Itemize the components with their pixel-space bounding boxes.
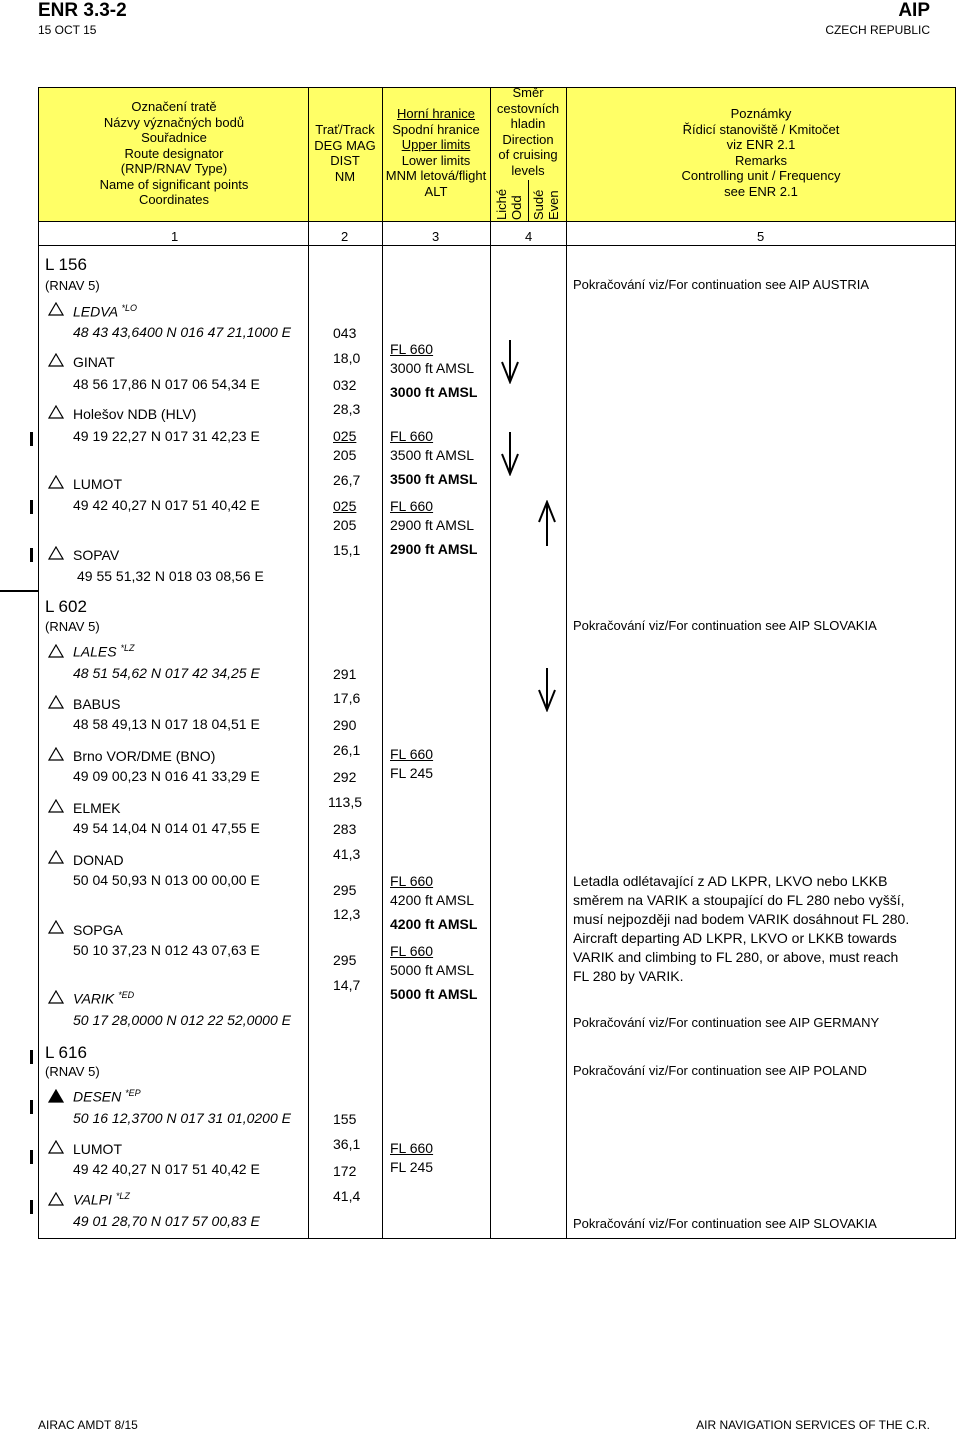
distance: 36,1 — [333, 1136, 361, 1152]
route-designator-l616: L 616 — [45, 1043, 87, 1062]
arrow-down-icon — [500, 432, 520, 476]
footer-publisher: AIR NAVIGATION SERVICES OF THE C.R. — [696, 1418, 930, 1432]
col-number-4: 4 — [525, 229, 533, 244]
distance: 17,6 — [333, 690, 361, 706]
point-coordinates: 48 51 54,62 N 017 42 34,25 E — [73, 665, 260, 681]
point-name: Brno VOR/DME (BNO) — [73, 748, 216, 764]
track: 283 — [333, 821, 357, 837]
track: 295 — [333, 952, 357, 968]
point-coordinates: 49 54 14,04 N 014 01 47,55 E — [73, 820, 260, 836]
lower-limit: FL 245 — [390, 1159, 434, 1175]
upper-limit: FL 660 — [390, 1140, 434, 1156]
lower-limit: 3000 ft AMSL — [390, 360, 475, 376]
non-compulsory-point-icon — [48, 1192, 64, 1206]
upper-limit: FL 660 — [390, 873, 434, 889]
route-remark-l616-end: Pokračování viz/For continuation see AIP SLOVAKIA — [573, 1216, 877, 1231]
point-coordinates: 48 43 43,6400 N 016 47 21,1000 E — [73, 324, 291, 340]
change-bar — [30, 1150, 33, 1164]
point-name: DESEN $^{*EP}$ — [73, 1088, 141, 1105]
route-remark-l156: Pokračování viz/For continuation see AIP AUSTRIA — [573, 277, 870, 292]
numbers-row-line — [38, 245, 956, 246]
non-compulsory-point-icon — [48, 695, 64, 709]
distance: 15,1 — [333, 542, 361, 558]
track: 290 — [333, 717, 357, 733]
point-coordinates: 49 19 22,27 N 017 31 42,23 E — [73, 428, 260, 444]
col-number-3: 3 — [432, 229, 440, 244]
upper-limit: FL 660 — [390, 341, 434, 357]
odd-label: Liché Odd — [494, 188, 524, 220]
upper-limit: FL 660 — [390, 943, 434, 959]
non-compulsory-point-icon — [48, 850, 64, 864]
even-label: Sudé Even — [531, 189, 561, 220]
track: 025 — [333, 498, 357, 514]
point-coordinates: 48 58 49,13 N 017 18 04,51 E — [73, 716, 260, 732]
col-number-2: 2 — [341, 229, 349, 244]
col-number-1: 1 — [171, 229, 179, 244]
arrow-down-icon — [500, 340, 520, 384]
non-compulsory-point-icon — [48, 799, 64, 813]
arrow-down-icon — [537, 668, 557, 712]
route-type-l156: (RNAV 5) — [45, 278, 100, 293]
point-coordinates: 50 04 50,93 N 013 00 00,00 E — [73, 872, 260, 888]
footer-amendment: AIRAC AMDT 8/15 — [38, 1418, 138, 1432]
point-coordinates: 49 55 51,32 N 018 03 08,56 E — [77, 568, 264, 584]
point-coordinates: 48 56 17,86 N 017 06 54,34 E — [73, 376, 260, 392]
distance: 28,3 — [333, 401, 361, 417]
compulsory-point-icon — [48, 1089, 64, 1103]
non-compulsory-point-icon — [48, 920, 64, 934]
track: 295 — [333, 882, 357, 898]
non-compulsory-point-icon — [48, 353, 64, 367]
non-compulsory-point-icon — [48, 990, 64, 1004]
track: 155 — [333, 1111, 357, 1127]
point-name: DONAD — [73, 852, 124, 868]
mnm-altitude: 3000 ft AMSL — [390, 384, 478, 400]
col4-header: Směr cestovních hladin Direction of cruising levels — [496, 85, 560, 178]
distance: 26,7 — [333, 472, 361, 488]
col-divider-3 — [490, 87, 491, 1239]
col3-header: Horní hranice Spodní hranice Upper limits Lower limits MNM letová/flight ALT — [385, 106, 487, 199]
point-name: LEDVA $^{*LO}$ — [73, 303, 138, 320]
point-name: ELMEK — [73, 800, 121, 816]
lower-limit: FL 245 — [390, 765, 434, 781]
distance: 14,7 — [333, 977, 361, 993]
distance: 18,0 — [333, 350, 361, 366]
non-compulsory-point-icon — [48, 475, 64, 489]
track: 291 — [333, 666, 357, 682]
lower-limit: 2900 ft AMSL — [390, 517, 475, 533]
change-bar — [30, 1050, 33, 1064]
col-divider-4 — [566, 87, 567, 1239]
non-compulsory-point-icon — [48, 1140, 64, 1154]
arrow-up-icon — [537, 500, 557, 546]
route-remark-l602-end: Pokračování viz/For continuation see AIP GERMANY — [573, 1015, 880, 1030]
route-designator-l156: L 156 — [45, 255, 87, 274]
upper-limit: FL 660 — [390, 498, 434, 514]
non-compulsory-point-icon — [48, 405, 64, 419]
change-bar — [30, 1100, 33, 1114]
section-marker-line — [0, 590, 38, 592]
lower-limit: 5000 ft AMSL — [390, 962, 475, 978]
route-type-l602: (RNAV 5) — [45, 619, 100, 634]
point-name: VARIK $^{*ED}$ — [73, 990, 135, 1007]
point-name: BABUS — [73, 696, 121, 712]
point-name: LUMOT — [73, 476, 122, 492]
lower-limit: 4200 ft AMSL — [390, 892, 475, 908]
point-coordinates: 50 16 12,3700 N 017 31 01,0200 E — [73, 1110, 291, 1126]
point-name: Holešov NDB (HLV) — [73, 406, 197, 422]
route-designator-l602: L 602 — [45, 597, 87, 616]
distance: 113,5 — [328, 794, 362, 810]
track: 043 — [333, 325, 357, 341]
track: 025 — [333, 428, 357, 444]
point-name: LALES $^{*LZ}$ — [73, 643, 135, 660]
track: 172 — [333, 1163, 357, 1179]
track: 032 — [333, 377, 357, 393]
non-compulsory-point-icon — [48, 644, 64, 658]
point-coordinates: 50 17 28,0000 N 012 22 52,0000 E — [73, 1012, 291, 1028]
mnm-altitude: 3500 ft AMSL — [390, 471, 478, 487]
mnm-altitude: 5000 ft AMSL — [390, 986, 478, 1002]
point-name: LUMOT — [73, 1141, 122, 1157]
odd-even-divider — [528, 180, 529, 222]
lower-limit: 3500 ft AMSL — [390, 447, 475, 463]
route-note-l602: Letadla odlétavající z AD LKPR, LKVO nebo LKKB směrem na VARIK a stoupající do FL 280 nebo vyšší, musí nejpozději nad bodem VARIK dosáhnout FL 280. Aircraft departing AD LKPR, LKVO or LKKB towards VARIK and climbing to FL 280, or above, must reach FL 280 by VARIK. — [573, 873, 910, 984]
change-bar — [30, 548, 33, 562]
route-remark-l616: Pokračování viz/For continuation see AIP POLAND — [573, 1063, 867, 1078]
change-bar — [30, 432, 33, 446]
upper-limit: FL 660 — [390, 428, 434, 444]
mnm-altitude: 2900 ft AMSL — [390, 541, 478, 557]
change-bar — [30, 500, 33, 514]
col5-header: Poznámky Řídicí stanoviště / Kmitočet viz ENR 2.1 Remarks Controlling unit / Frequency see ENR 2.1 — [681, 106, 841, 199]
point-name: SOPGA — [73, 922, 123, 938]
point-coordinates: 49 42 40,27 N 017 51 40,42 E — [73, 1161, 260, 1177]
non-compulsory-point-icon — [48, 747, 64, 761]
distance: 41,4 — [333, 1188, 361, 1204]
mnm-altitude: 4200 ft AMSL — [390, 916, 478, 932]
point-coordinates: 49 42 40,27 N 017 51 40,42 E — [73, 497, 260, 513]
point-name: VALPI $^{*LZ}$ — [73, 1191, 130, 1208]
track: 205 — [333, 517, 357, 533]
point-coordinates: 49 09 00,23 N 016 41 33,29 E — [73, 768, 260, 784]
col-divider-2 — [382, 87, 383, 1239]
page-date: 15 OCT 15 — [38, 23, 97, 37]
col1-header: Označení tratě Názvy význačných bodů Souřadnice Route designator (RNP/RNAV Type) Name of significant points Coordinates — [99, 99, 249, 207]
distance: 12,3 — [333, 906, 361, 922]
point-name: SOPAV — [73, 547, 120, 563]
country: CZECH REPUBLIC — [825, 23, 930, 37]
distance: 26,1 — [333, 742, 361, 758]
route-type-l616: (RNAV 5) — [45, 1064, 100, 1079]
col-number-5: 5 — [757, 229, 765, 244]
col-divider-1 — [308, 87, 309, 1239]
publication-title: AIP — [898, 0, 930, 21]
track: 205 — [333, 447, 357, 463]
non-compulsory-point-icon — [48, 546, 64, 560]
point-name: GINAT — [73, 354, 115, 370]
point-coordinates: 50 10 37,23 N 012 43 07,63 E — [73, 942, 260, 958]
upper-limit: FL 660 — [390, 746, 434, 762]
change-bar — [30, 1200, 33, 1214]
col2-header: Trať/Track DEG MAG DIST NM — [314, 122, 376, 184]
route-remark-l602: Pokračování viz/For continuation see AIP SLOVAKIA — [573, 618, 877, 633]
track: 292 — [333, 769, 357, 785]
distance: 41,3 — [333, 846, 361, 862]
page-id: ENR 3.3-2 — [38, 0, 127, 21]
point-coordinates: 49 01 28,70 N 017 57 00,83 E — [73, 1213, 260, 1229]
non-compulsory-point-icon — [48, 302, 64, 316]
